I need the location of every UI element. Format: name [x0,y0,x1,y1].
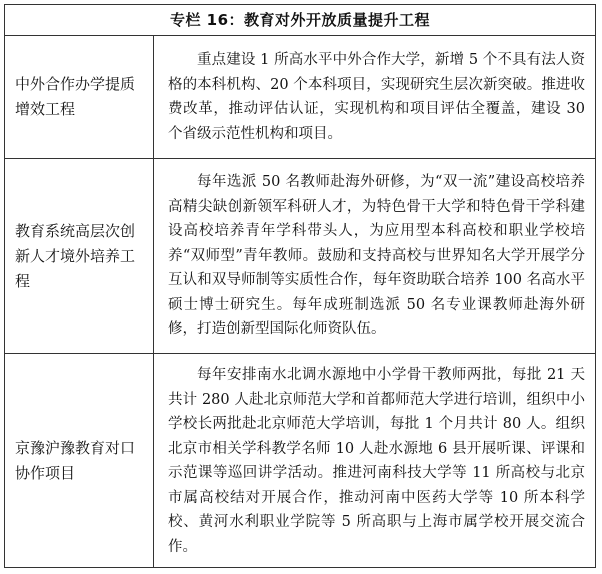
table-title: 专栏 16：教育对外开放质量提升工程 [5,5,595,36]
table-row [5,36,595,159]
project-description-cell [154,354,595,568]
project-name-cell [5,159,154,353]
project-name: 教育系统高层次创新人才境外培养工程 [15,221,136,290]
project-name-cell [5,354,154,568]
project-name: 中外合作办学提质增效工程 [15,75,136,118]
project-description: 每年安排南水北调水源地中小学骨干教师两批，每批 21 天共计 280 人赴北京师范大学和首都师范大学进行培训，组织中小学校长两批赴北京师范大学培训，每批 1 个月共计 80 人。组织北京市相关学科教学名师 10 人赴水源地 6 县开展听课、评课和示范课等巡回讲学活动。推进河南科技大学等 11 所高校与北京市属高校结对开展合作，推动河南中医药大学等 10 所本科学校、黄河水利职业学院等 5 所高职与上海市属学校开展交流合作。 [168,367,585,555]
table-row [5,159,595,354]
table-row [5,354,595,568]
project-description-cell [154,36,595,158]
project-name-cell [5,36,154,158]
project-description-cell [154,159,595,353]
project-description: 每年选派 50 名教师赴海外研修，为“双一流”建设高校培养高精尖缺创新领军科研人才，为特色骨干大学和特色骨干学科建设高校培养青年学科带头人，为应用型本科高校和职业学校培养“双师型”青年教师。鼓励和支持高校与世界知名大学开展学分互认和双导师制等实质性合作，每年资助联合培养 100 名高水平硕士博士研究生。每年成班制选派 50 名专业课教师赴海外研修，打造创新型国际化师资队伍。 [168,174,585,338]
project-name: 京豫沪豫教育对口协作项目 [15,439,136,482]
feature-box-table [4,4,596,568]
project-description: 重点建设 1 所高水平中外合作大学，新增 5 个不具有法人资格的本科机构、20 个本科项目，实现研究生层次新突破。推进收费改革，推动评估认证，实现机构和项目评估全覆盖，建设 30 个省级示范性机构和项目。 [168,52,585,142]
